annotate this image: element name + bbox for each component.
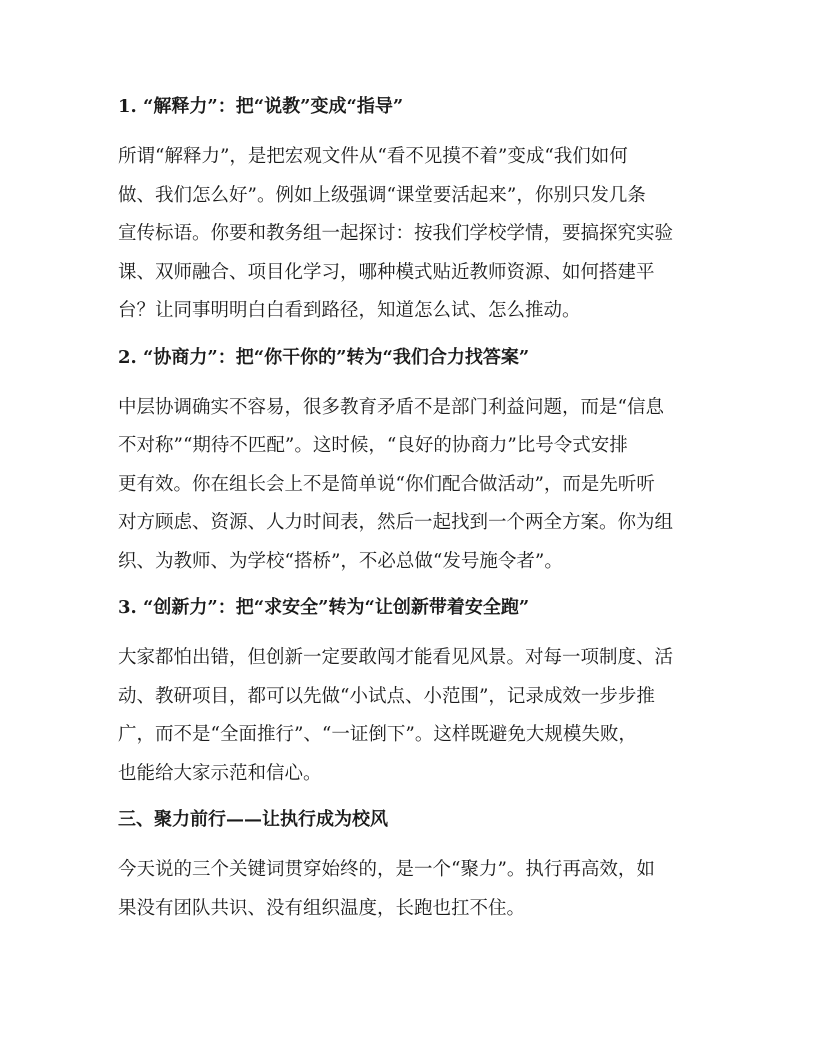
document-page [118, 92, 698, 940]
paragraph-line: 宣传标语。你要和教务组一起探讨：按我们学校学情，要搞探究实验 [118, 223, 674, 244]
section-paragraph-3 [118, 639, 698, 793]
section-heading-2: 2. “协商力”：把“你干你的”转为“我们合力找答案” [118, 346, 530, 368]
paragraph-line: 做、我们怎么好”。例如上级强调“课堂要活起来”，你别只发几条 [118, 184, 646, 206]
paragraph-line: 也能给大家示范和信心。 [118, 762, 322, 784]
paragraph-line: 中层协调确实不容易，很多教育矛盾不是部门利益问题，而是“信息 [118, 396, 664, 418]
section-heading-4: 三、聚力前行——让执行成为校风 [118, 809, 388, 830]
paragraph-line: 课、双师融合、项目化学习，哪种模式贴近教师资源、如何搭建平 [118, 261, 655, 283]
paragraph-line: 对方顾虑、资源、人力时间表，然后一起找到一个两全方案。你为组 [118, 512, 674, 533]
paragraph-line: 大家都怕出错，但创新一定要敢闯才能看见风景。对每一项制度、活 [118, 647, 674, 668]
section-heading-3: 3. “创新力”：把“求安全”转为“让创新带着安全跑” [118, 597, 530, 618]
paragraph-line: 不对称”“期待不匹配”。这时候，“良好的协商力”比号令式安排 [118, 435, 628, 456]
section-paragraph-4 [118, 851, 698, 928]
paragraph-line: 台？让同事明明白白看到路径，知道怎么试、怎么推动。 [118, 300, 581, 321]
paragraph-line: 更有效。你在组长会上不是简单说“你们配合做活动”，而是先听听 [118, 473, 655, 495]
section-paragraph-2 [118, 389, 698, 582]
section-paragraph-1 [118, 138, 698, 331]
paragraph-line: 织、为教师、为学校“搭桥”，不必总做“发号施令者”。 [118, 550, 563, 572]
paragraph-line: 果没有团队共识、没有组织温度，长跑也扛不住。 [118, 897, 526, 919]
paragraph-line: 广，而不是“全面推行”、“一证倒下”。这样既避免大规模失败， [118, 724, 637, 745]
section-heading-1: 1. “解释力”：把“说教”变成“指导” [118, 96, 404, 117]
paragraph-line: 动、教研项目，都可以先做“小试点、小范围”，记录成效一步步推 [118, 685, 655, 707]
paragraph-line: 今天说的三个关键词贯穿始终的，是一个“聚力”。执行再高效，如 [118, 859, 655, 880]
paragraph-line: 所谓“解释力”，是把宏观文件从“看不见摸不着”变成“我们如何 [118, 146, 628, 167]
